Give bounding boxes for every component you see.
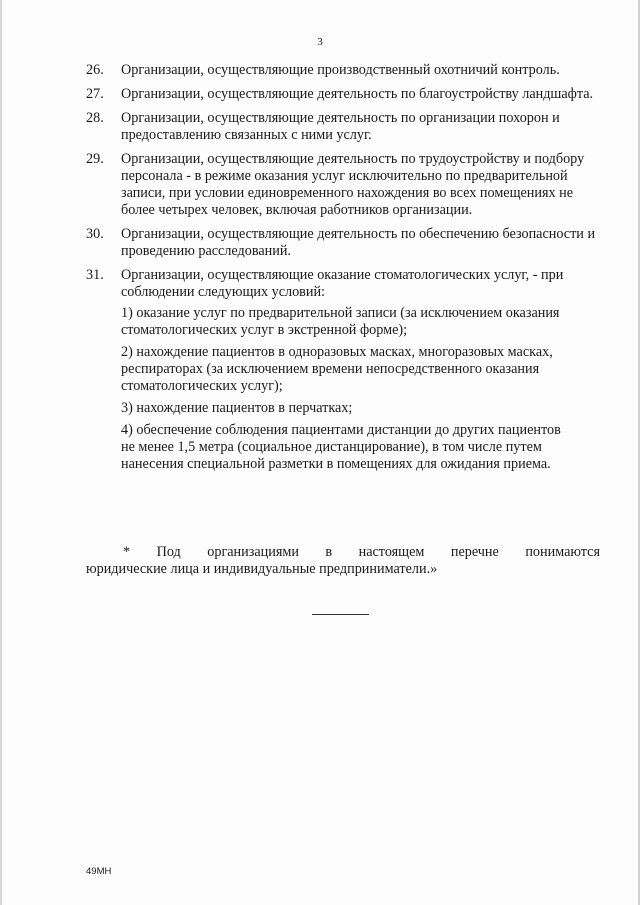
footnote-word: настоящем (358, 544, 425, 560)
item-number: 30. (86, 226, 104, 242)
item-number: 26. (86, 62, 104, 78)
conditions-list (121, 305, 596, 473)
footnote-continuation: юридические лица и индивидуальные предприниматели.» (86, 561, 438, 577)
footnote (86, 544, 600, 578)
list-item (86, 86, 596, 103)
item-text: Организации, осуществляющие деятельность по обеспечению безопасности и проведению расследований. (121, 226, 596, 259)
list-item (86, 226, 596, 260)
footnote-word: в (325, 544, 333, 560)
item-number: 27. (86, 86, 104, 102)
condition-item: 2) нахождение пациентов в одноразовых масках, многоразовых масках, респираторах (за исключением времени непосредственного оказания стоматологических услуг); (121, 344, 553, 394)
item-number: 28. (86, 110, 104, 126)
item-number: 31. (86, 267, 104, 283)
page-number: 3 (317, 36, 323, 48)
separator-line (312, 614, 369, 615)
item-text: Организации, осуществляющие производственный охотничий контроль. (121, 62, 560, 78)
condition-item: 4) обеспечение соблюдения пациентами дистанции до других пациентов не менее 1,5 метра (социальное дистанцирование), в том числе путем нанесения специальной разметки в помещениях для ожидания приема. (121, 422, 561, 472)
footnote-word: организациями (207, 544, 299, 560)
footnote-first-line (86, 544, 600, 561)
item-text: Организации, осуществляющие деятельность по благоустройству ландшафта. (121, 86, 594, 102)
condition-item: 3) нахождение пациентов в перчатках; (121, 400, 353, 416)
footnote-word: перечне (450, 544, 499, 560)
list-item (86, 267, 596, 473)
footnote-word: понимаются (525, 544, 600, 560)
document-code: 49МН (86, 866, 112, 877)
item-text: Организации, осуществляющие деятельность по трудоустройству и подбору персонала - в режиме оказания услуг исключительно по предварительной записи, при условии единовременного нахождения во всех помещениях не более четырех человек, включая работников организации. (121, 151, 585, 218)
footnote-asterisk: * (123, 544, 131, 560)
list-item (86, 151, 596, 219)
organizations-list (86, 62, 596, 480)
item-number: 29. (86, 151, 104, 167)
item-text: Организации, осуществляющие деятельность по организации похорон и предоставлению связанных с ними услуг. (121, 110, 560, 143)
item-text: Организации, осуществляющие оказание стоматологических услуг, - при соблюдении следующих условий: (121, 267, 564, 300)
list-item (86, 110, 596, 144)
condition-item: 1) оказание услуг по предварительной записи (за исключением оказания стоматологических услуг в экстренной форме); (121, 305, 560, 338)
list-item (86, 62, 596, 79)
footnote-word: Под (156, 544, 181, 560)
